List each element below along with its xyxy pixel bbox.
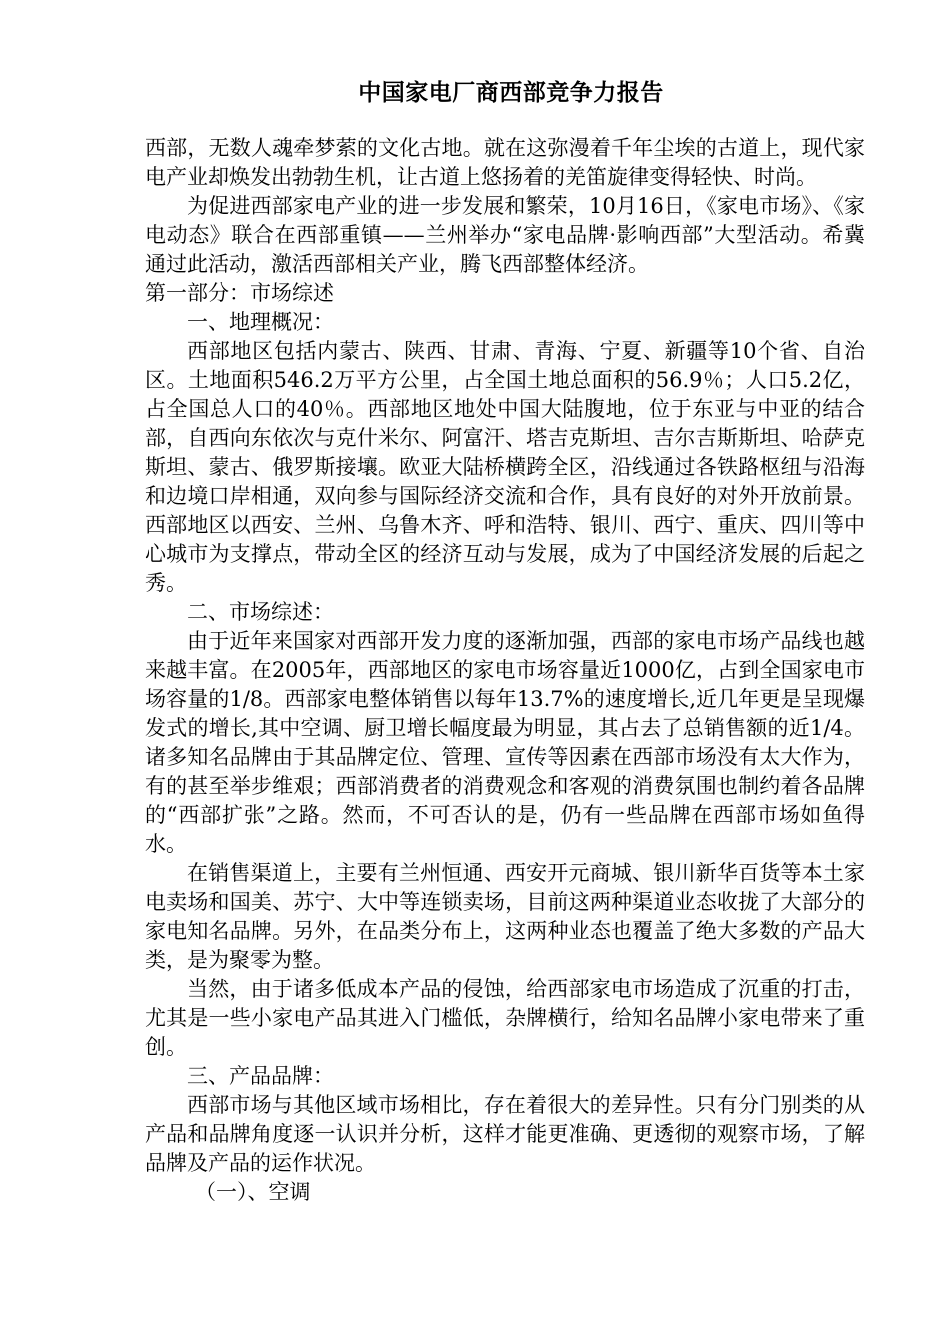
paragraph-intro: 西部，无数人魂牵梦萦的文化古地。就在这弥漫着千年尘埃的古道上，现代家电产业却焕发出勃勃生机，让古道上悠扬着的羌笛旋律变得轻快、时尚。 bbox=[145, 136, 865, 189]
paragraph-low-cost-impact: 当然，由于诸多低成本产品的侵蚀，给西部家电市场造成了沉重的打击，尤其是一些小家电产品其进入门槛低，杂牌横行，给知名品牌小家电带来了重创。 bbox=[145, 977, 865, 1059]
paragraph-product-brands: 西部市场与其他区域市场相比，存在着很大的差异性。只有分门别类的从产品和品牌角度逐一认识并分析，这样才能更准确、更透彻的观察市场，了解品牌及产品的运作状况。 bbox=[145, 1093, 865, 1175]
paragraph-geography: 西部地区包括内蒙古、陕西、甘肃、青海、宁夏、新疆等10个省、自治区。土地面积546.2万平方公里，占全国土地总面积的56.9％；人口5.2亿，占全国总人口的40％。西部地区地处中国大陆腹地，位于东亚与中亚的结合部，自西向东依次与克什米尔、阿富汗、塔吉克斯坦、吉尔吉斯斯坦、哈萨克斯坦、蒙古、俄罗斯接壤。欧亚大陆桥横跨全区，沿线通过各铁路枢纽与沿海和边境口岸相通，双向参与国际经济交流和合作，具有良好的对外开放前景。西部地区以西安、兰州、乌鲁木齐、呼和浩特、银川、西宁、重庆、四川等中心城市为支撑点，带动全区的经济互动与发展，成为了中国经济发展的后起之秀。 bbox=[145, 339, 865, 595]
subheading-air-conditioner: （一）、空调 bbox=[195, 1180, 311, 1204]
subheading-market-overview: 二、市场综述： bbox=[187, 600, 334, 624]
document-body bbox=[145, 134, 865, 1207]
section-heading-part-one: 第一部分：市场综述 bbox=[145, 281, 334, 305]
subheading-geography: 一、地理概况： bbox=[187, 310, 334, 334]
paragraph-market-overview: 由于近年来国家对西部开发力度的逐渐加强，西部的家电市场产品线也越来越丰富。在2005年，西部地区的家电市场容量近1000亿，占到全国家电市场容量的1/8。西部家电整体销售以每年13.7%的速度增长,近几年更是呈现爆发式的增长,其中空调、厨卫增长幅度最为明显，其占去了总销售额的近1/4。诸多知名品牌由于其品牌定位、管理、宣传等因素在西部市场没有太大作为，有的甚至举步维艰；西部消费者的消费观念和客观的消费氛围也制约着各品牌的“西部扩张”之路。然而，不可否认的是，仍有一些品牌在西部市场如鱼得水。 bbox=[145, 629, 865, 856]
subheading-product-brands: 三、产品品牌： bbox=[187, 1064, 334, 1088]
paragraph-event: 为促进西部家电产业的进一步发展和繁荣，10月16日，《家电市场》、《家电动态》联合在西部重镇——兰州举办“家电品牌·影响西部”大型活动。希冀通过此活动，激活西部相关产业，腾飞西部整体经济。 bbox=[145, 194, 865, 276]
paragraph-sales-channels: 在销售渠道上，主要有兰州恒通、西安开元商城、银川新华百货等本土家电卖场和国美、苏宁、大中等连锁卖场，目前这两种渠道业态收拢了大部分的家电知名品牌。另外，在品类分布上，这两种业态也覆盖了绝大多数的产品大类，是为聚零为整。 bbox=[145, 861, 865, 972]
document-title: 中国家电厂商西部竞争力报告 bbox=[358, 80, 664, 106]
